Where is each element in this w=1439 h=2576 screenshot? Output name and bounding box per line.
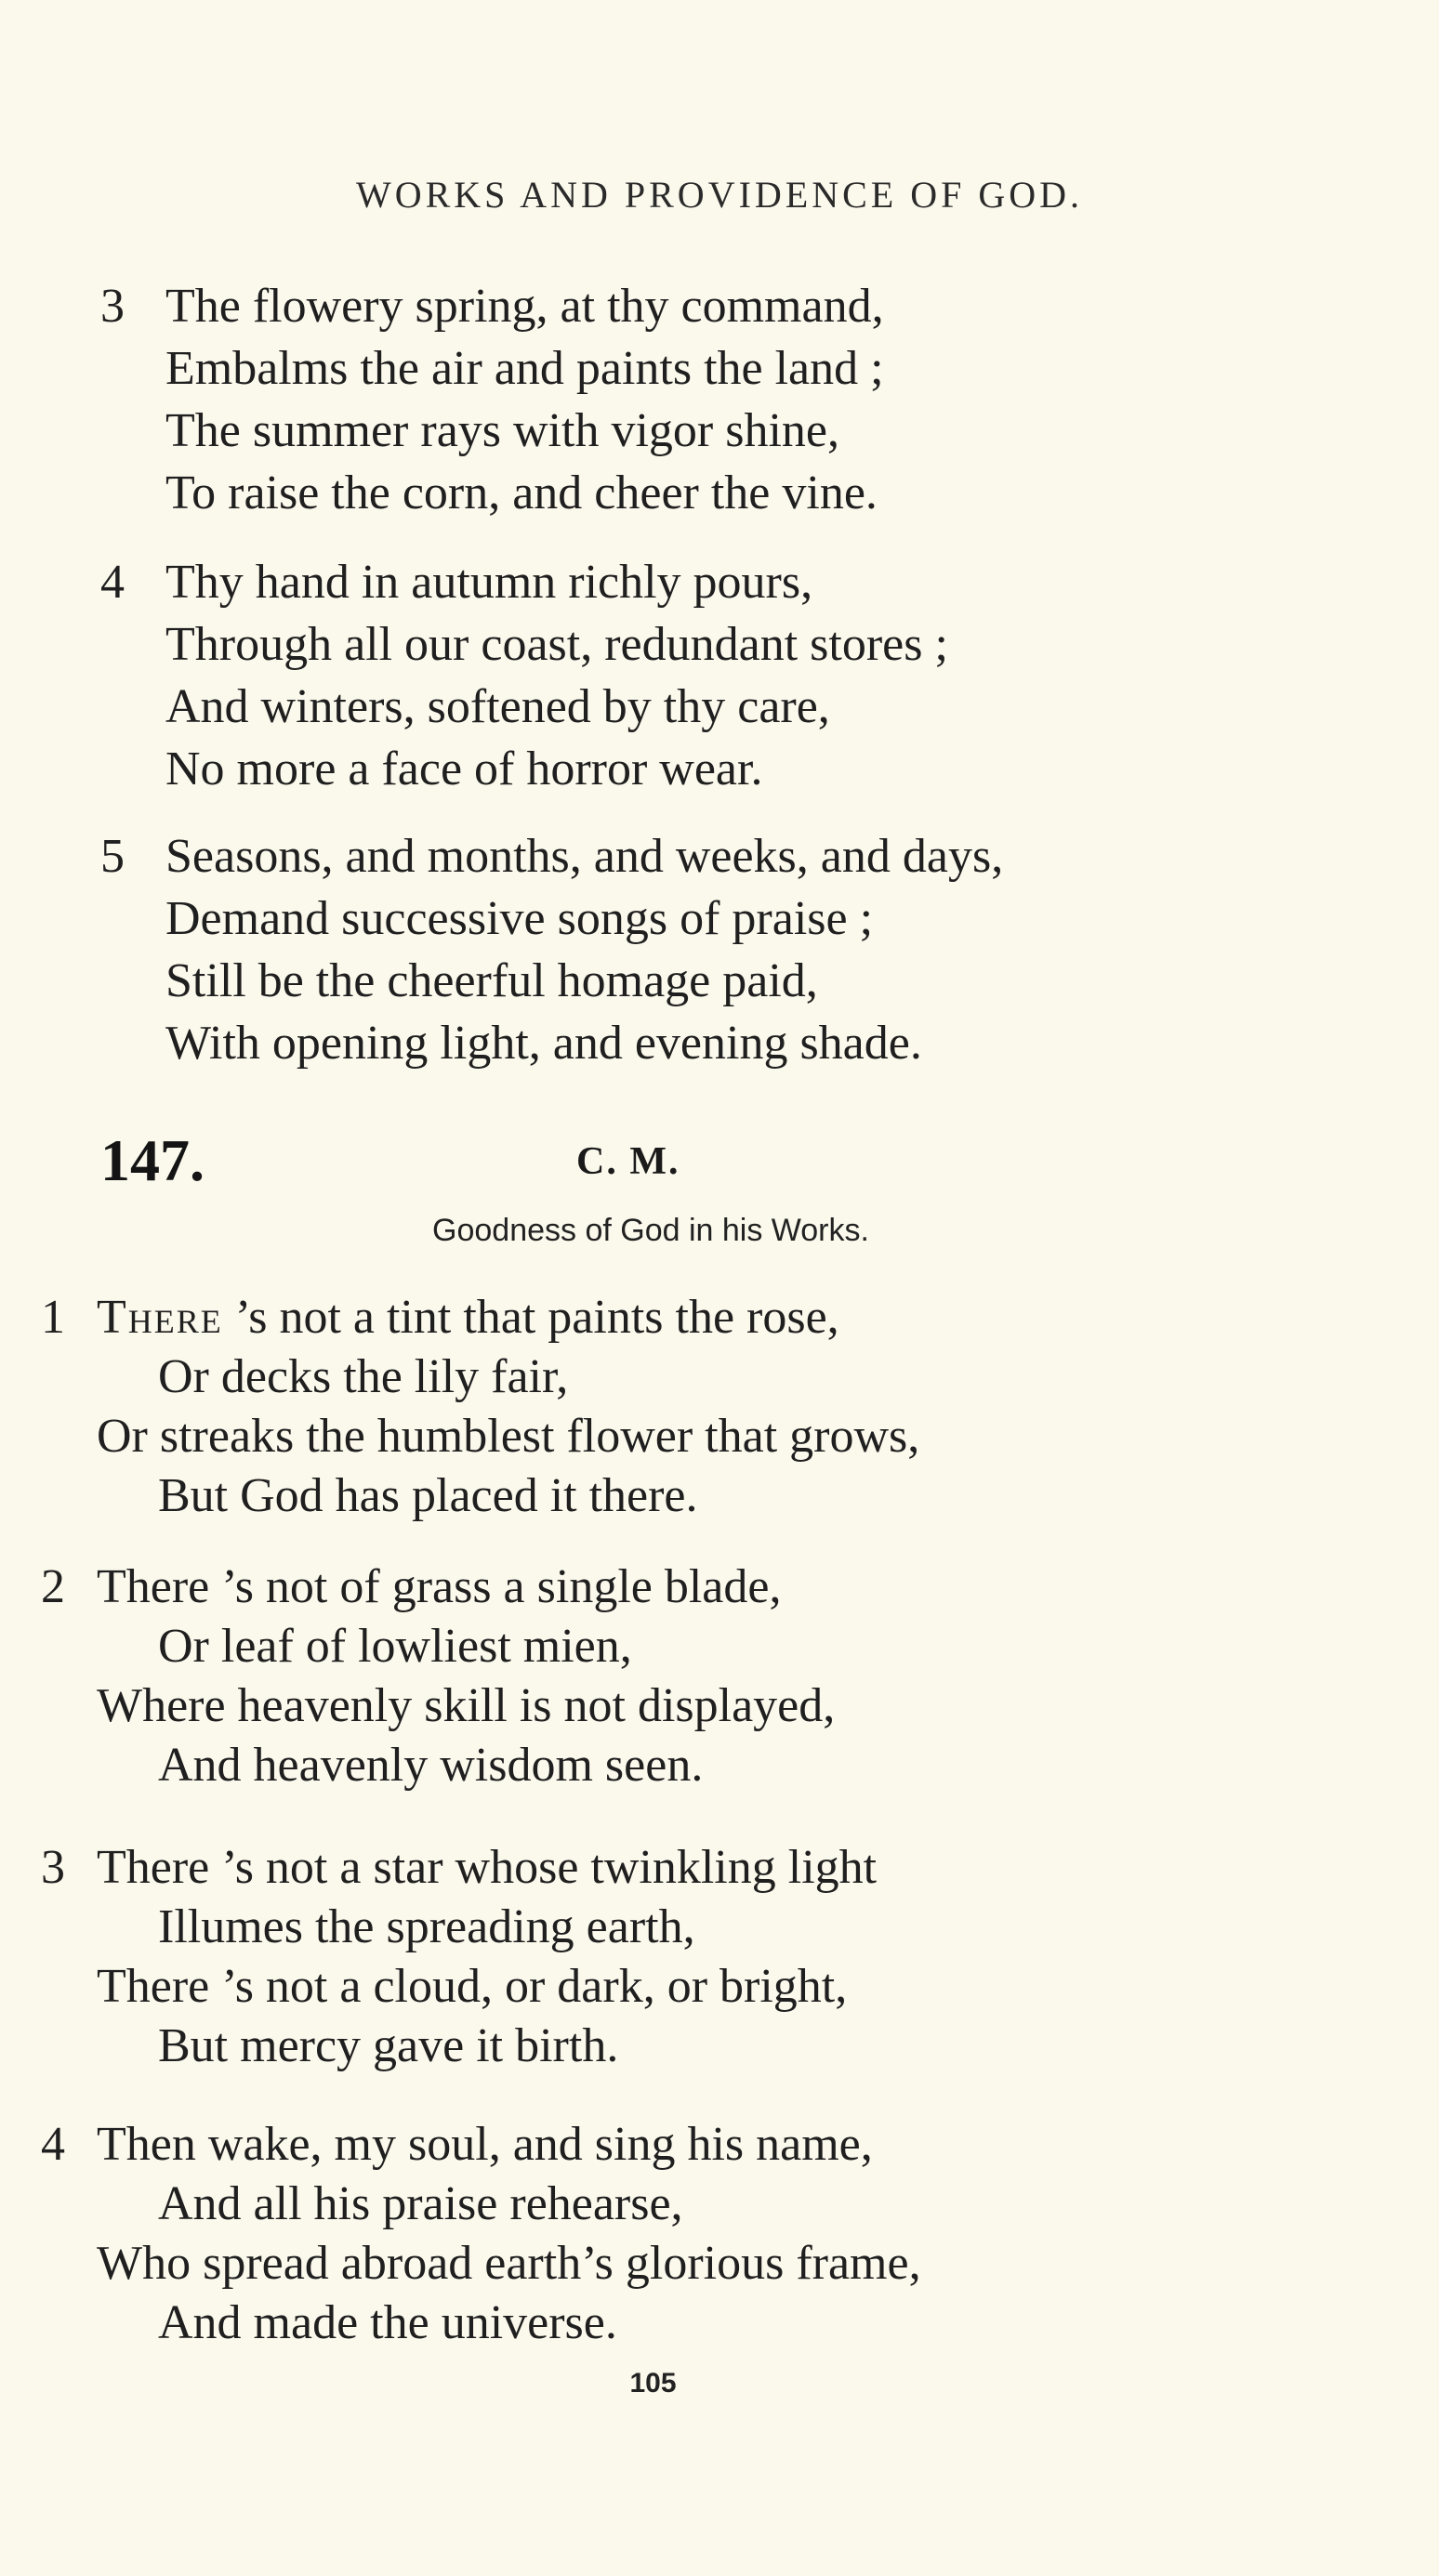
stanza-number: 3	[100, 280, 125, 333]
first-line-rest: ’s not a tint that paints the rose,	[222, 1291, 839, 1344]
verse-line: Seasons, and months, and weeks, and days,	[165, 830, 1004, 883]
verse-line: Thy hand in autumn richly pours,	[165, 556, 813, 609]
verse-line: To raise the corn, and cheer the vine.	[165, 467, 878, 519]
verse-line: Or leaf of lowliest mien,	[158, 1620, 632, 1673]
verse-line: Demand successive songs of praise ;	[165, 892, 874, 945]
verse-first-line: There ’s not a star whose twinkling light	[97, 1841, 878, 1894]
verse-line: Through all our coast, redundant stores ;	[165, 618, 948, 671]
verse-first-line: There ’s not of grass a single blade,	[97, 1560, 782, 1613]
verse-first-line: Then wake, my soul, and sing his name,	[97, 2118, 873, 2171]
hymn-subject: Goodness of God in his Works.	[432, 1213, 869, 1248]
verse-line: No more a face of horror wear.	[165, 743, 763, 795]
stanza-number: 3	[41, 1841, 65, 1894]
stanza-number: 5	[100, 830, 125, 883]
stanza-number: 4	[41, 2118, 65, 2171]
hymn-number: 147.	[100, 1127, 205, 1193]
verse-line: With opening light, and evening shade.	[165, 1017, 922, 1070]
verse-line: Or streaks the humblest flower that grows,	[97, 1410, 920, 1463]
verse-line: Illumes the spreading earth,	[158, 1900, 695, 1953]
verse-line: But mercy gave it birth.	[158, 2019, 619, 2072]
first-word: There	[97, 1291, 223, 1344]
verse-line: And heavenly wisdom seen.	[158, 1739, 704, 1792]
verse-line: Or decks the lily fair,	[158, 1350, 569, 1403]
verse-first-line	[97, 1290, 839, 1346]
verse-line: The flowery spring, at thy command,	[165, 280, 884, 333]
stanza-number: 1	[41, 1291, 65, 1344]
verse-line: Where heavenly skill is not displayed,	[97, 1679, 836, 1732]
verse-line: And winters, softened by thy care,	[165, 680, 830, 733]
hymn-meter: C. M.	[576, 1140, 680, 1183]
verse-line: Embalms the air and paints the land ;	[165, 342, 884, 395]
stanza-number: 2	[41, 1560, 65, 1613]
verse-line: But God has placed it there.	[158, 1469, 698, 1522]
verse-line: Who spread abroad earth’s glorious frame,	[97, 2237, 921, 2290]
verse-line: And all his praise rehearse,	[158, 2177, 683, 2230]
running-head: WORKS AND PROVIDENCE OF GOD.	[355, 174, 1084, 216]
stanza-number: 4	[100, 556, 125, 609]
verse-line: And made the universe.	[158, 2296, 617, 2349]
page-number: 105	[629, 2368, 677, 2399]
verse-line: There ’s not a cloud, or dark, or bright,	[97, 1960, 848, 2013]
verse-line: Still be the cheerful homage paid,	[165, 954, 818, 1007]
verse-line: The summer rays with vigor shine,	[165, 404, 839, 457]
